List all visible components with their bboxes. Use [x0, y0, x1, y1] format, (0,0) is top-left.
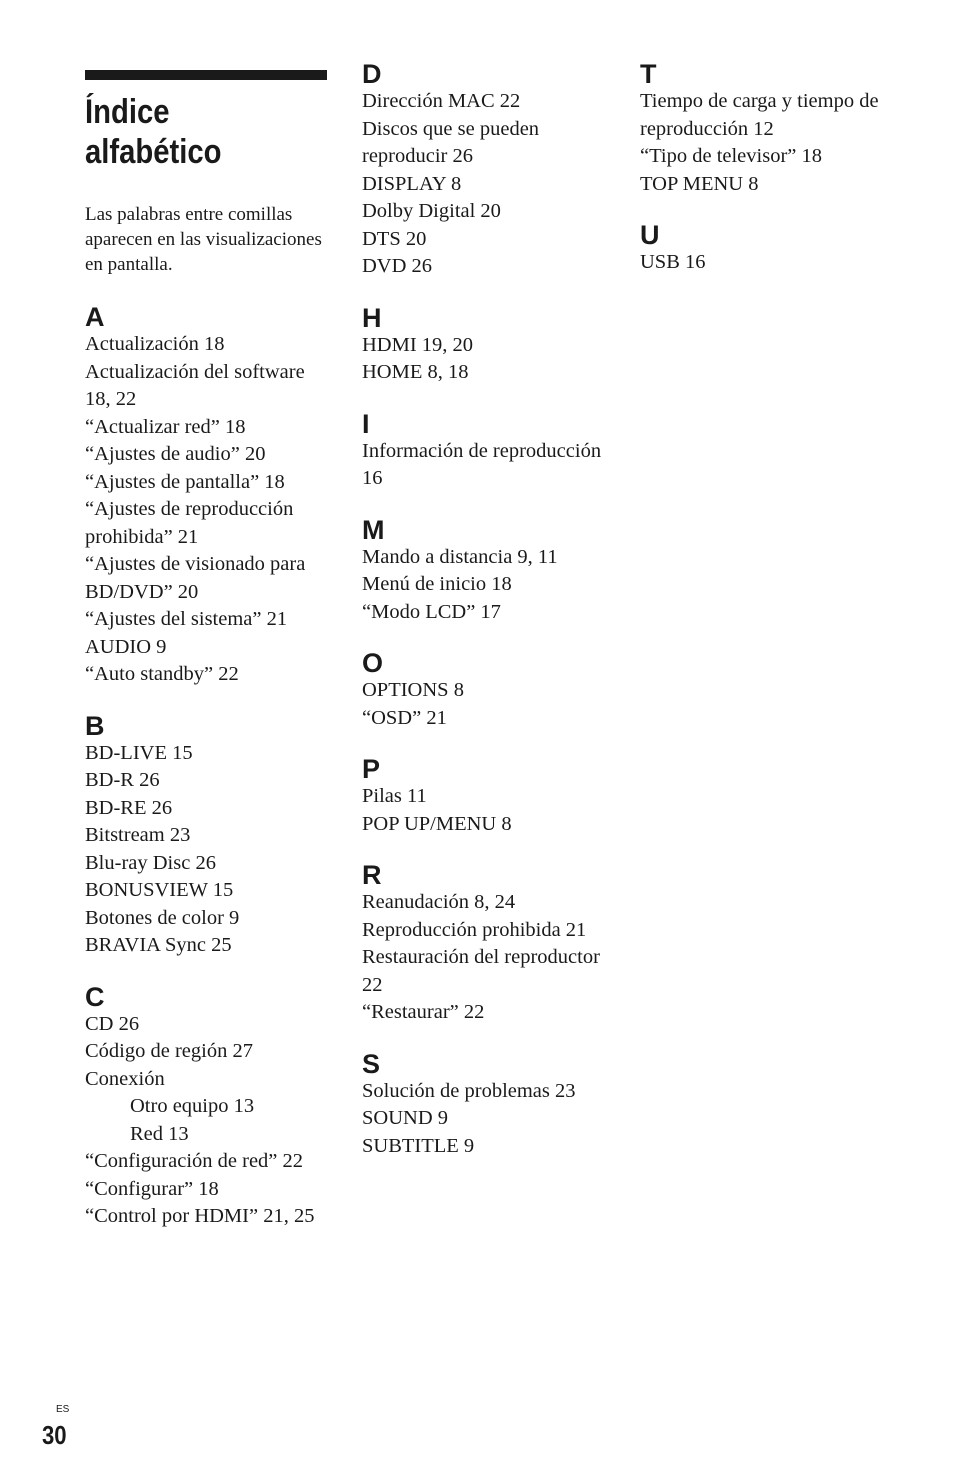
index-entry: “Configurar” 18 — [85, 1177, 219, 1200]
index-subentry: Red 13 — [130, 1122, 189, 1145]
index-entry: “Restaurar” 22 — [362, 1001, 485, 1023]
index-entry: Actualización del software 18, 22 — [85, 360, 305, 410]
index-section-s — [362, 1050, 612, 1161]
index-entry: OPTIONS 8 — [362, 679, 464, 701]
index-column-1 — [85, 60, 330, 1254]
section-letter: M — [362, 514, 385, 545]
index-entry: Discos que se pueden reproducir 26 — [362, 117, 540, 167]
section-letter: O — [362, 648, 384, 678]
index-entry: BD-RE 26 — [85, 796, 173, 819]
index-entry: DISPLAY 8 — [362, 172, 462, 195]
index-entry: Actualización 18 — [85, 333, 225, 355]
index-section-t — [640, 60, 890, 198]
index-entry: BRAVIA Sync 25 — [85, 934, 232, 956]
index-column-2 — [362, 60, 612, 1183]
section-letter: B — [85, 710, 105, 741]
section-letter: U — [640, 220, 660, 250]
index-subentry: Otro equipo 13 — [130, 1095, 255, 1117]
index-entry: Dirección MAC 22 — [362, 90, 521, 112]
section-letter: H — [362, 302, 382, 333]
index-section-u — [640, 221, 890, 277]
index-entry: “Configuración de red” 22 — [85, 1150, 304, 1172]
page-number: 30 — [42, 1420, 67, 1450]
index-entry: Blu-ray Disc 26 — [85, 851, 216, 874]
intro-note: Las palabras entre comillas aparecen en las visualizaciones en pantalla. — [85, 204, 322, 275]
page-title-line-2: alfabético — [85, 133, 222, 171]
index-section-b — [85, 712, 330, 960]
index-sections-column-3 — [640, 60, 890, 277]
index-entry: SOUND 9 — [362, 1107, 448, 1129]
index-entry: DTS 20 — [362, 227, 427, 250]
index-section-i — [362, 410, 612, 493]
index-entry: HDMI 19, 20 — [362, 333, 474, 356]
index-section-o — [362, 649, 612, 732]
index-entry: Pilas 11 — [362, 785, 427, 807]
index-entry: “Ajustes de visionado para BD/DVD” 20 — [85, 553, 306, 603]
index-entry: BONUSVIEW 15 — [85, 879, 234, 901]
section-letter: T — [640, 59, 657, 89]
index-entry: Mando a distancia 9, 11 — [362, 545, 558, 568]
index-section-h — [362, 304, 612, 387]
section-letter: A — [85, 302, 105, 332]
index-column-3 — [640, 60, 890, 300]
index-section-p — [362, 755, 612, 838]
language-code: ES — [56, 1404, 70, 1415]
index-section-a — [85, 303, 330, 689]
index-entry: HOME 8, 18 — [362, 361, 469, 383]
index-entry: DVD 26 — [362, 255, 433, 277]
index-section-r — [362, 861, 612, 1027]
index-entry: BD-LIVE 15 — [85, 741, 193, 764]
index-entry: USB 16 — [640, 251, 706, 273]
section-letter: R — [362, 860, 382, 890]
index-entry: Botones de color 9 — [85, 906, 240, 929]
index-entry: Bitstream 23 — [85, 824, 191, 846]
index-entry: “Actualizar red” 18 — [85, 415, 246, 438]
index-entry: “Modo LCD” 17 — [362, 600, 501, 623]
index-entry: POP UP/MENU 8 — [362, 812, 512, 835]
index-entry: Tiempo de carga y tiempo de reproducción 12 — [640, 90, 879, 140]
section-letter: C — [85, 981, 105, 1012]
index-entry: AUDIO 9 — [85, 635, 167, 658]
index-entry: “Control por HDMI” 21, 25 — [85, 1205, 315, 1227]
index-entry: “Tipo de televisor” 18 — [640, 145, 823, 167]
page-title — [85, 92, 334, 172]
index-section-m — [362, 516, 612, 627]
index-entry: Conexión — [85, 1067, 165, 1090]
index-entry: BD-R 26 — [85, 769, 160, 791]
index-section-c — [85, 983, 330, 1231]
index-entry: TOP MENU 8 — [640, 172, 759, 195]
index-entry: Reproducción prohibida 21 — [362, 918, 587, 941]
index-section-d — [362, 60, 612, 281]
index-entry: Menú de inicio 18 — [362, 573, 512, 595]
index-entry: Dolby Digital 20 — [362, 200, 501, 222]
index-entry: Restauración del reproductor 22 — [362, 946, 600, 996]
index-entry: “Ajustes de pantalla” 18 — [85, 470, 285, 493]
index-sections-column-2 — [362, 60, 612, 1160]
section-letter: S — [362, 1048, 381, 1079]
page-title-line-1: Índice — [85, 93, 170, 131]
index-entry: “Ajustes del sistema” 21 — [85, 608, 288, 630]
index-entry: “OSD” 21 — [362, 706, 447, 729]
index-sections-column-1 — [85, 303, 330, 1231]
section-letter: P — [362, 754, 381, 784]
section-letter: D — [362, 59, 382, 89]
index-entry: CD 26 — [85, 1012, 140, 1035]
section-letter: I — [362, 408, 370, 439]
index-entry: Solución de problemas 23 — [362, 1079, 576, 1102]
index-entry: “Ajustes de audio” 20 — [85, 443, 266, 465]
index-entry: SUBTITLE 9 — [362, 1134, 475, 1157]
index-entry: Código de región 27 — [85, 1040, 253, 1062]
index-entry: “Auto standby” 22 — [85, 663, 239, 685]
index-entry: Reanudación 8, 24 — [362, 891, 516, 913]
index-entry: “Ajustes de reproducción prohibida” 21 — [85, 498, 294, 548]
index-entry: Información de reproducción 16 — [362, 439, 602, 489]
title-rule — [85, 70, 327, 80]
